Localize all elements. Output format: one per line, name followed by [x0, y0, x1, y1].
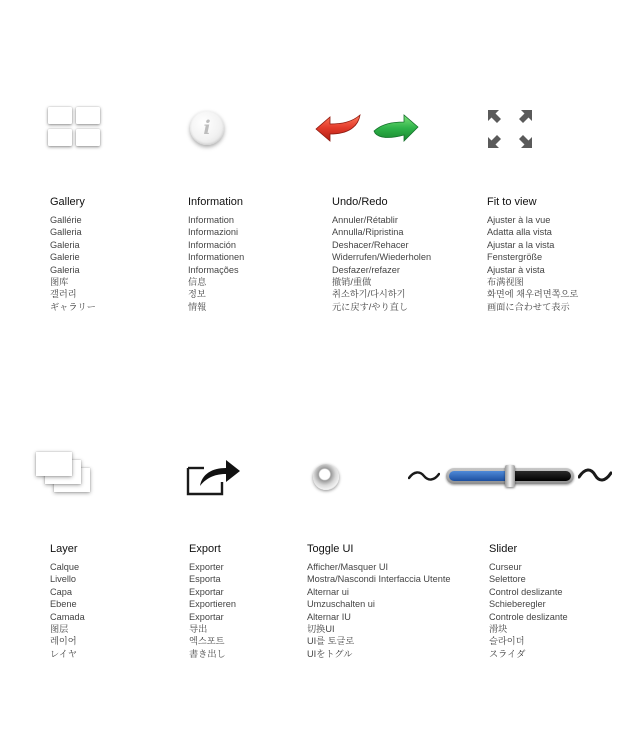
- item-title: Slider: [489, 543, 518, 555]
- translation-label: UI를 토글로: [307, 636, 355, 647]
- item-title: Information: [188, 196, 244, 208]
- translation-list: [487, 214, 578, 313]
- translation-label: Curseur: [489, 562, 522, 572]
- translation-label: 슬라이더: [489, 636, 525, 647]
- translation-label: Gallérie: [50, 215, 82, 225]
- translation-label: Afficher/Masquer UI: [307, 562, 389, 572]
- translation-label: スライダ: [489, 648, 526, 659]
- information-block: [188, 196, 244, 313]
- translation-label: 图库: [50, 277, 69, 288]
- translation-label: 취소하기/다시하기: [332, 289, 406, 300]
- translation-label: Galleria: [50, 227, 82, 238]
- item-title: Export: [189, 543, 221, 555]
- item-title: Layer: [50, 543, 78, 555]
- fit-to-view-block: [487, 196, 578, 313]
- translation-label: Ajustar a la vista: [487, 239, 555, 250]
- translation-list: [189, 561, 236, 660]
- undo-arrow-icon[interactable]: [314, 113, 362, 143]
- item-title: Toggle UI: [307, 543, 354, 555]
- translation-label: Ebene: [50, 599, 77, 610]
- translation-list: [332, 214, 431, 313]
- translation-label: UIをトグル: [307, 648, 353, 659]
- redo-arrow-icon[interactable]: [372, 113, 420, 143]
- translation-label: 書き出し: [189, 648, 226, 659]
- translation-label: 情報: [188, 301, 207, 312]
- item-title: Gallery: [50, 196, 85, 208]
- translation-list: [50, 214, 96, 313]
- translation-label: Informações: [188, 264, 239, 275]
- translation-label: Galeria: [50, 264, 80, 275]
- gallery-grid-icon[interactable]: [48, 107, 104, 149]
- translation-label: 图层: [50, 624, 69, 635]
- translation-label: 레이어: [50, 636, 77, 647]
- slider-icon[interactable]: [408, 462, 614, 490]
- toggle-ring-icon[interactable]: [313, 464, 339, 490]
- translation-label: Informationen: [188, 252, 245, 263]
- translation-label: Livello: [50, 574, 77, 585]
- translation-label: 갤러리: [50, 289, 77, 300]
- translation-label: Umzuschalten ui: [307, 599, 375, 610]
- translation-label: Desfazer/refazer: [332, 264, 400, 275]
- translation-label: 정보: [188, 289, 206, 300]
- translation-label: Alternar IU: [307, 611, 351, 622]
- translation-label: 엑스포트: [189, 636, 225, 647]
- translation-label: Exportieren: [189, 599, 236, 610]
- translation-label: Galerie: [50, 252, 80, 263]
- toggle-ui-block: [307, 543, 451, 660]
- layer-stack-icon[interactable]: [36, 452, 96, 498]
- slider-thumb[interactable]: [505, 465, 515, 487]
- translation-label: Capa: [50, 586, 72, 597]
- translation-label: Informazioni: [188, 227, 239, 238]
- translation-label: レイヤ: [50, 648, 78, 659]
- gallery-block: [50, 196, 96, 313]
- translation-label: Exportar: [189, 586, 224, 597]
- translation-list: [489, 561, 568, 660]
- translation-label: Information: [188, 215, 234, 225]
- fit-to-view-icon[interactable]: [486, 108, 534, 150]
- tilde-left-icon: [408, 468, 440, 484]
- translation-label: Widerrufen/Wiederholen: [332, 252, 432, 263]
- export-block: [189, 543, 236, 660]
- translation-label: 元に戻す/やり直し: [332, 301, 409, 312]
- slider-block: [489, 543, 568, 660]
- translation-label: Annulla/Ripristina: [332, 227, 404, 238]
- translation-label: Galeria: [50, 239, 80, 250]
- translation-label: ギャラリー: [50, 301, 96, 312]
- translation-label: Fenstergröße: [487, 252, 543, 263]
- translation-list: [307, 561, 451, 660]
- translation-label: 导出: [189, 624, 208, 635]
- translation-label: Camada: [50, 611, 85, 622]
- translation-label: 画面に合わせて表示: [487, 301, 570, 312]
- info-icon[interactable]: i: [190, 111, 224, 145]
- translation-label: Información: [188, 239, 237, 250]
- translation-label: Deshacer/Rehacer: [332, 239, 409, 250]
- translation-label: Alternar ui: [307, 586, 349, 597]
- translation-label: 화면에 채우려면쪽으로: [487, 289, 579, 300]
- translation-label: 布满视图: [487, 277, 524, 288]
- translation-label: Ajuster à la vue: [487, 215, 551, 225]
- translation-label: 滑块: [489, 624, 508, 635]
- undo-redo-block: [332, 196, 431, 313]
- translation-label: Mostra/Nascondi Interfaccia Utente: [307, 574, 451, 585]
- translation-label: Annuler/Rétablir: [332, 215, 398, 225]
- translation-list: [188, 214, 244, 313]
- translation-label: Exporter: [189, 562, 224, 572]
- tilde-right-icon: [578, 465, 612, 485]
- item-title: Undo/Redo: [332, 196, 388, 208]
- translation-label: 撤销/重做: [332, 277, 372, 288]
- translation-label: Calque: [50, 562, 80, 572]
- translation-label: 信息: [188, 277, 207, 288]
- slider-remaining: [510, 471, 571, 481]
- translation-label: Schieberegler: [489, 599, 546, 610]
- translation-label: Controle deslizante: [489, 611, 568, 622]
- layer-block: [50, 543, 85, 660]
- item-title: Fit to view: [487, 196, 537, 208]
- translation-label: Esporta: [189, 574, 221, 585]
- slider-fill: [449, 471, 510, 481]
- translation-label: Exportar: [189, 611, 224, 622]
- translation-label: Adatta alla vista: [487, 227, 552, 238]
- translation-list: [50, 561, 85, 660]
- export-arrow-icon[interactable]: [186, 456, 242, 496]
- translation-label: Control deslizante: [489, 586, 563, 597]
- translation-label: Selettore: [489, 574, 526, 585]
- translation-label: Ajustar à vista: [487, 264, 545, 275]
- translation-label: 切换UI: [307, 624, 335, 635]
